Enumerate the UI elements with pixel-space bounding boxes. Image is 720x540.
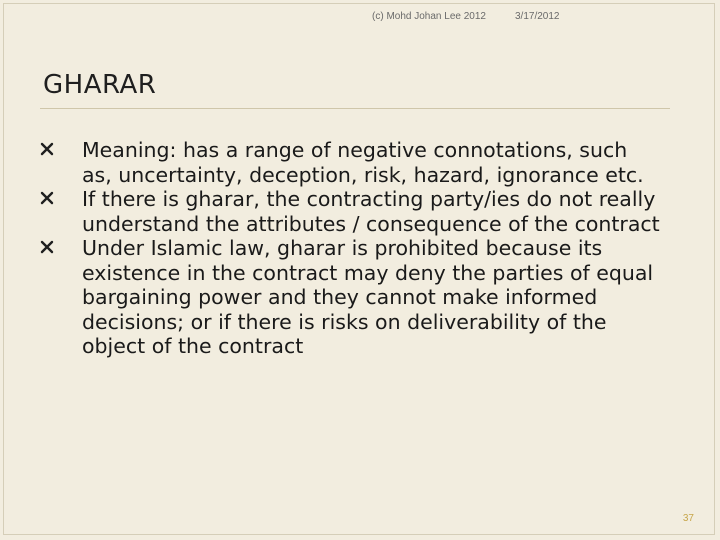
x-bullet-icon (40, 142, 54, 156)
bullet-item (40, 236, 660, 359)
date-label: 3/17/2012 (515, 11, 560, 22)
bullet-text: Meaning: has a range of negative connotations, such as, uncertainty, deception, risk, hazard, ignorance etc. (82, 138, 644, 187)
bullet-text: If there is gharar, the contracting party/ies do not really understand the attributes / consequence of the contract (82, 187, 660, 236)
title-divider (40, 108, 670, 109)
slide-title: GHARAR (43, 70, 157, 100)
bullet-list (40, 138, 660, 359)
bullet-item (40, 138, 660, 187)
author-label: (c) Mohd Johan Lee 2012 (372, 11, 486, 22)
page-number: 37 (682, 513, 694, 524)
bullet-item (40, 187, 660, 236)
x-bullet-icon (40, 240, 54, 254)
x-bullet-icon (40, 191, 54, 205)
bullet-text: Under Islamic law, gharar is prohibited because its existence in the contract may deny the parties of equal bargaining power and they cannot make informed decisions; or if there is risks on deliverability of the object of the contract (82, 236, 654, 358)
